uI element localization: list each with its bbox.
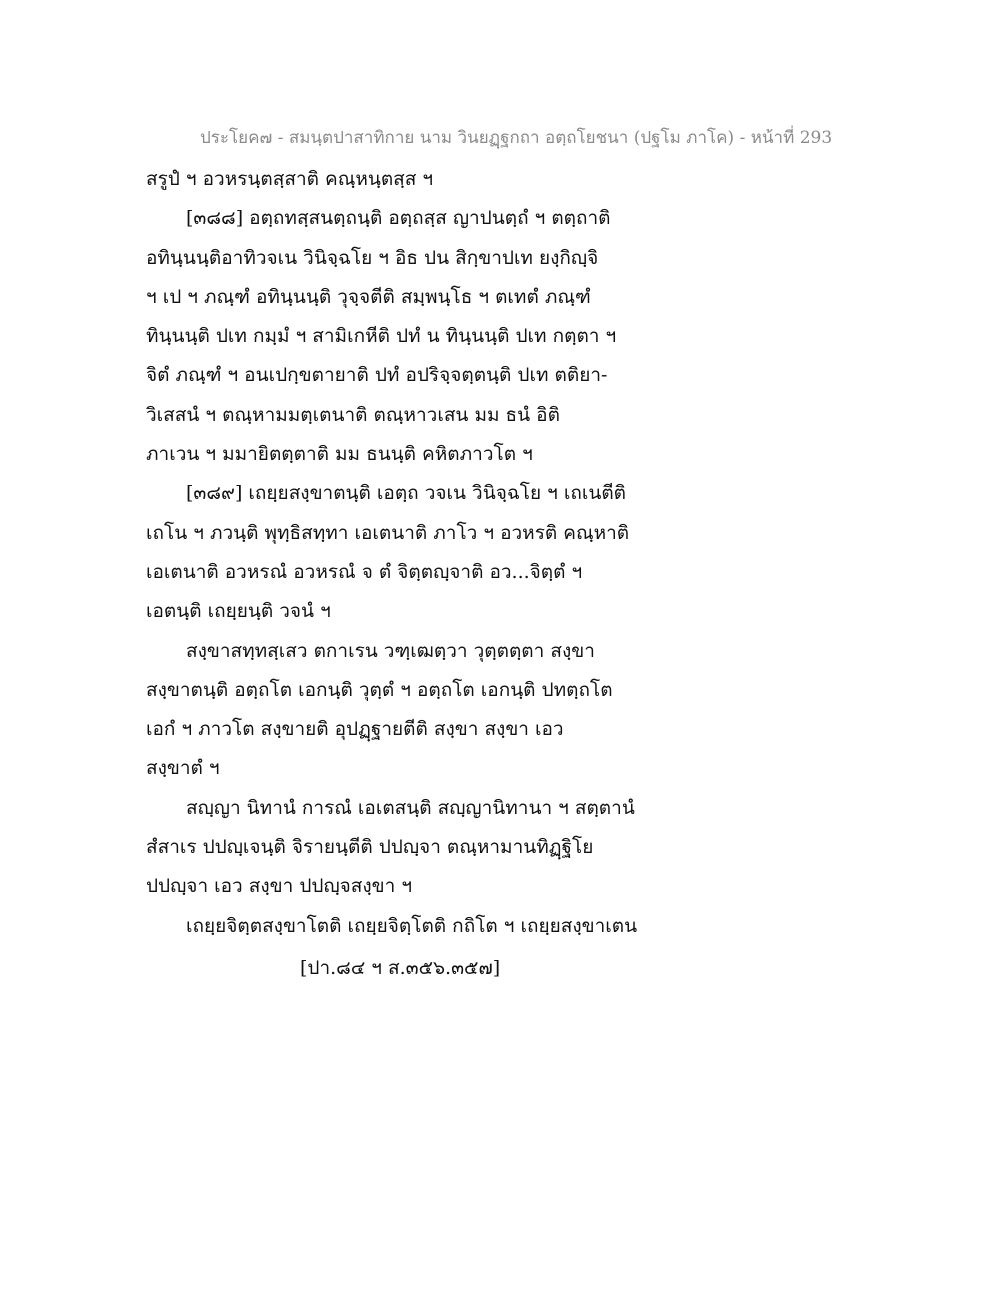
text-line: ปปญฺจา เอว สงฺขา ปปญฺจสงฺขา ฯ: [146, 875, 413, 898]
text-line: เอตนฺติ เถยฺยนฺติ วจนํ ฯ: [146, 600, 331, 623]
running-header: ประโยค๗ - สมนฺตปาสาทิกาย นาม วินยฏฺฐกถา อตฺถโยชนา (ปฐโม ภาโค) - หน้าที่ 293: [200, 128, 833, 148]
text-line: สํสาเร ปปญฺเจนฺติ จิรายนฺตีติ ปปญฺจา ตณฺหามานทิฏฺฐิโย: [146, 836, 594, 859]
text-line: จิตํ ภณฺฑํ ฯ อนเปกฺขตายาติ ปทํ อปริจฺจตฺตนฺติ ปเท ตติยา-: [146, 364, 608, 387]
paragraph-start-line: [๓๘๙] เถยฺยสงฺขาตนฺติ เอตฺถ วจเน วินิจฺฉโย ฯ เถเนตีติ: [186, 482, 627, 505]
text-line: อทินฺนนฺติอาทิวจเน วินิจฺฉโย ฯ อิธ ปน สิกฺขาปเท ยงฺกิญฺจิ: [146, 246, 599, 269]
text-line: สรูปํ ฯ อวหรนฺตสฺสาติ คณฺหนฺตสฺส ฯ: [146, 168, 434, 190]
text-line: เถโน ฯ ภวนฺติ พุทฺธิสทฺทา เอเตนาติ ภาโว ฯ อวหรติ คณฺหาติ: [146, 521, 630, 544]
text-line: ทินฺนนฺติ ปเท กมฺมํ ฯ สามิเกหีติ ปทํ น ทินฺนนฺติ ปเท กตฺตา ฯ: [146, 325, 617, 348]
paragraph-start-line: [๓๘๘] อตฺถทสฺสนตฺถนฺติ อตฺถสฺส ญาปนตฺถํ ฯ ตตฺถาติ: [186, 207, 611, 230]
paragraph-start-line: สงฺขาสทฺทสฺเสว ตกาเรน วฑฺเฒตฺวา วุตฺตตฺตา สงฺขา: [186, 639, 595, 662]
text-line: สงฺขาตํ ฯ: [146, 757, 220, 780]
paragraph-start-line: เถยฺยจิตฺตสงฺขาโตติ เถยฺยจิตฺโตติ กถิโต ฯ เถยฺยสงฺขาเตน: [186, 914, 638, 937]
body-text: [146, 160, 646, 946]
paragraph-start-line: สญฺญา นิทานํ การณํ เอเตสนฺติ สญฺญานิทานา ฯ สตฺตานํ: [186, 796, 635, 819]
text-line: เอเตนาติ อวหรณํ อวหรณํ จ ตํ จิตฺตญฺจาติ อว...จิตฺตํ ฯ: [146, 560, 583, 583]
text-line: ฯ เป ฯ ภณฺฑํ อทินฺนนฺติ วุจฺจตีติ สมฺพนฺโธ ฯ ตเทตํ ภณฺฑํ: [146, 285, 591, 308]
text-line: ภาเวน ฯ มมายิตตฺตาติ มม ธนนฺติ คหิตภาวโต ฯ: [146, 443, 533, 466]
page-reference-footnote: [ปา.๘๔ ฯ ส.๓๕๖.๓๕๗]: [300, 957, 501, 979]
text-line: สงฺขาตนฺติ อตฺถโต เอกนฺติ วุตฺตํ ฯ อตฺถโต เอกนฺติ ปทตฺถโต: [146, 678, 613, 701]
text-line: วิเสสนํ ฯ ตณฺหามมตฺเตนาติ ตณฺหาวเสน มม ธนํ อิติ: [146, 403, 560, 426]
text-line: เอกํ ฯ ภาวโต สงฺขายติ อุปฏฺฐายตีติ สงฺขา สงฺขา เอว: [146, 718, 564, 741]
